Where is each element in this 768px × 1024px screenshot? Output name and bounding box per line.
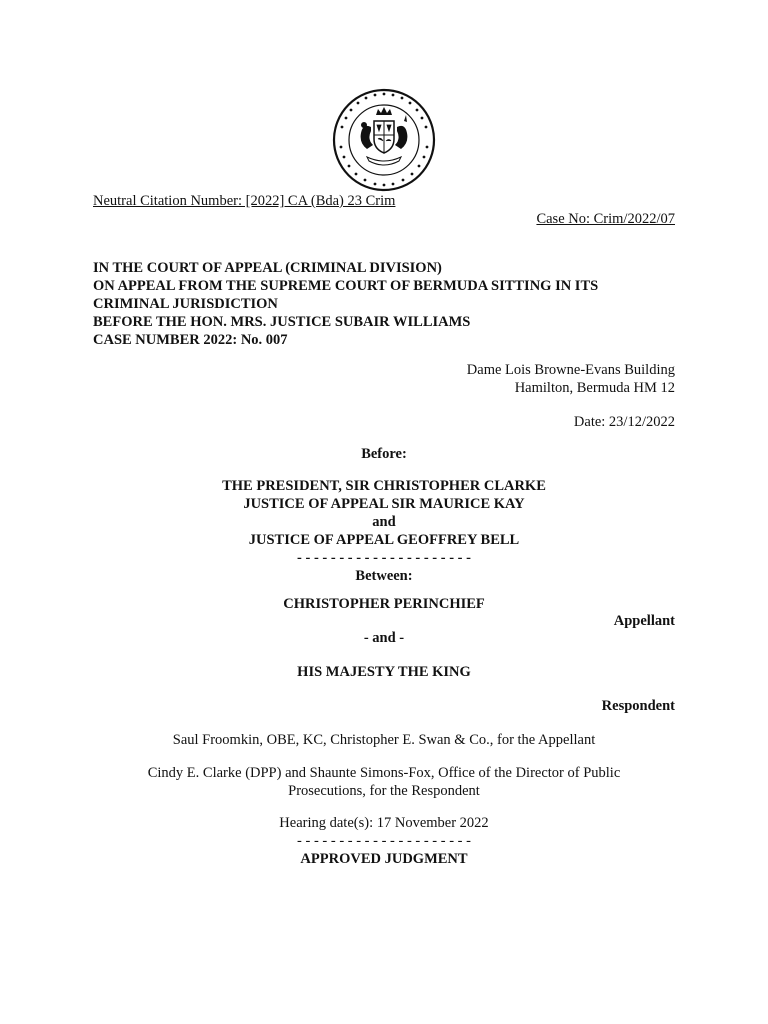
before-label: Before: [361, 446, 407, 462]
address-line: Hamilton, Bermuda HM 12 [514, 380, 675, 396]
counsel-respondent [93, 764, 675, 800]
appellant-name: CHRISTOPHER PERINCHIEF [283, 596, 485, 612]
and-label: - and - [363, 630, 405, 646]
court-heading-line: ON APPEAL FROM THE SUPREME COURT OF BERMUDA SITTING IN ITS [93, 278, 599, 294]
court-heading-line: CRIMINAL JURISDICTION [93, 296, 278, 312]
counsel-respondent-line: Cindy E. Clarke (DPP) and Shaunte Simons-Fox, Office of the Director of Public [147, 765, 621, 781]
court-seal-icon [331, 87, 437, 193]
court-heading [93, 259, 598, 349]
counsel-respondent-line: Prosecutions, for the Respondent [288, 783, 480, 799]
between-label: Between: [355, 568, 413, 584]
judge-line: JUSTICE OF APPEAL SIR MAURICE KAY [243, 496, 525, 512]
respondent-role: Respondent [601, 698, 675, 714]
judgment-date: Date: 23/12/2022 [573, 414, 675, 430]
neutral-citation: Neutral Citation Number: [2022] CA (Bda) 23 Crim [93, 193, 396, 209]
hearing-date: Hearing date(s): 17 November 2022 [279, 815, 489, 831]
approved-judgment-label: APPROVED JUDGMENT [300, 851, 468, 867]
court-heading-line: CASE NUMBER 2022: No. 007 [93, 332, 288, 348]
court-address [467, 361, 675, 397]
judges-list [93, 477, 675, 585]
judge-line: and [372, 514, 396, 530]
court-heading-line: IN THE COURT OF APPEAL (CRIMINAL DIVISION) [93, 260, 442, 276]
judge-line: THE PRESIDENT, SIR CHRISTOPHER CLARKE [222, 478, 546, 494]
address-line: Dame Lois Browne-Evans Building [466, 362, 675, 378]
court-heading-line: BEFORE THE HON. MRS. JUSTICE SUBAIR WILLIAMS [93, 314, 471, 330]
divider: - - - - - - - - - - - - - - - - - - - - - [297, 833, 471, 849]
judge-line: JUSTICE OF APPEAL GEOFFREY BELL [248, 532, 520, 548]
respondent-name: HIS MAJESTY THE KING [297, 664, 471, 680]
counsel-appellant: Saul Froomkin, OBE, KC, Christopher E. Swan & Co., for the Appellant [172, 732, 596, 748]
divider: - - - - - - - - - - - - - - - - - - - - - [297, 550, 471, 566]
case-number: Case No: Crim/2022/07 [536, 211, 675, 227]
appellant-role: Appellant [613, 613, 675, 629]
